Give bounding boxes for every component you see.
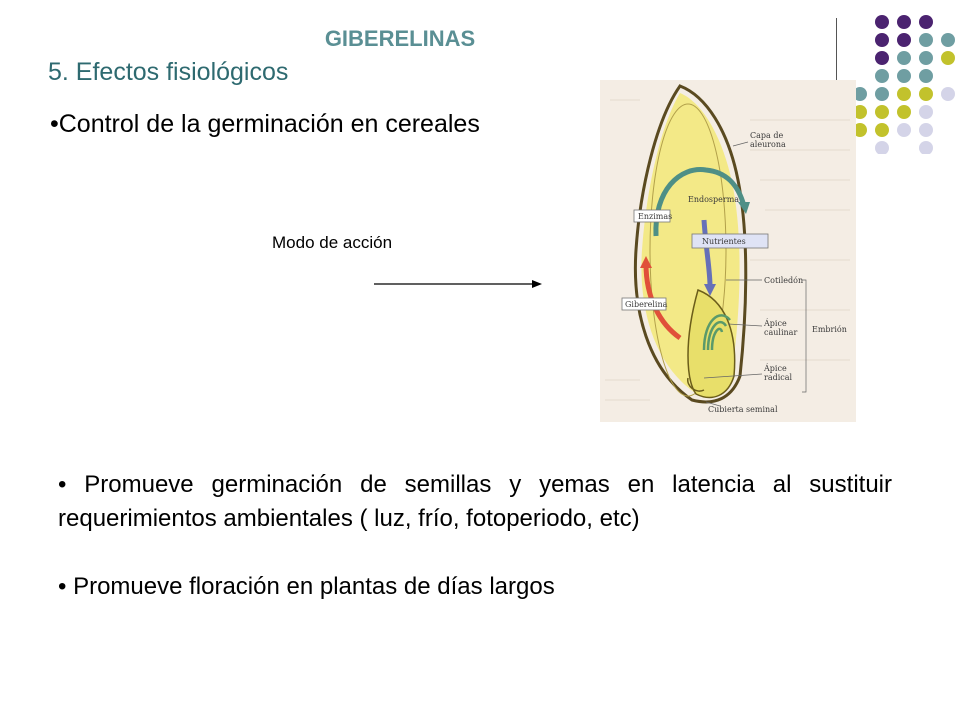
decor-dot <box>875 69 889 83</box>
label-giberelina <box>622 298 668 310</box>
label-capa: Capa de <box>750 131 784 140</box>
decor-dot <box>875 123 889 137</box>
svg-text:Nutrientes: Nutrientes <box>702 237 746 246</box>
svg-text:Enzimas: Enzimas <box>638 212 673 221</box>
decor-dot <box>897 69 911 83</box>
effects-list <box>58 468 892 604</box>
label-cotiledon: Cotiledón <box>764 276 804 285</box>
decor-dot <box>941 51 955 65</box>
seed-germination-diagram <box>600 80 856 422</box>
decor-dot <box>875 87 889 101</box>
decor-dot <box>941 87 955 101</box>
label-endosperma: Endosperma <box>688 195 740 204</box>
effect-flowering: • Promueve floración en plantas de días largos <box>58 573 555 600</box>
label-nutrientes <box>692 234 768 248</box>
decor-dot <box>919 69 933 83</box>
decor-dot <box>897 87 911 101</box>
slide-title: GIBERELINAS <box>324 26 476 51</box>
decor-dot <box>897 105 911 119</box>
decor-dot <box>897 15 911 29</box>
bullet-germination-control: •Control de la germinación en cereales <box>50 110 480 138</box>
decor-dot <box>919 141 933 154</box>
label-apice-caulinar-2: caulinar <box>764 328 798 337</box>
decor-dot <box>919 15 933 29</box>
label-apice-radical-2: radical <box>764 373 793 382</box>
decor-dot <box>919 123 933 137</box>
decor-dot <box>875 15 889 29</box>
decor-dot <box>897 123 911 137</box>
decor-dot <box>919 87 933 101</box>
label-apice-radical-1: Ápice <box>764 364 787 373</box>
svg-text:Giberelina: Giberelina <box>625 300 668 309</box>
label-embrion: Embrión <box>812 325 847 334</box>
decor-dot <box>919 51 933 65</box>
label-cubierta-seminal: Cubierta seminal <box>708 405 778 414</box>
pointer-arrow <box>372 276 544 292</box>
label-enzimas <box>634 210 672 222</box>
section-heading: 5. Efectos fisiológicos <box>48 58 289 86</box>
label-aleurona: aleurona <box>750 140 786 149</box>
decor-dot <box>919 105 933 119</box>
decor-dot <box>875 33 889 47</box>
decor-dot <box>941 33 955 47</box>
effect-germination: • Promueve germinación de semillas y yemas en latencia al sustituir requerimientos ambientales ( luz, frío, fotoperiodo, etc) <box>58 471 892 532</box>
decor-dot <box>919 33 933 47</box>
mode-of-action-label: Modo de acción <box>272 233 393 252</box>
decor-dot <box>875 141 889 154</box>
divider-line <box>836 18 837 80</box>
label-apice-caulinar-1: Ápice <box>764 319 787 328</box>
decorative-dot-grid <box>846 14 956 154</box>
decor-dot <box>875 51 889 65</box>
decor-dot <box>875 105 889 119</box>
decor-dot <box>897 33 911 47</box>
decor-dot <box>897 51 911 65</box>
